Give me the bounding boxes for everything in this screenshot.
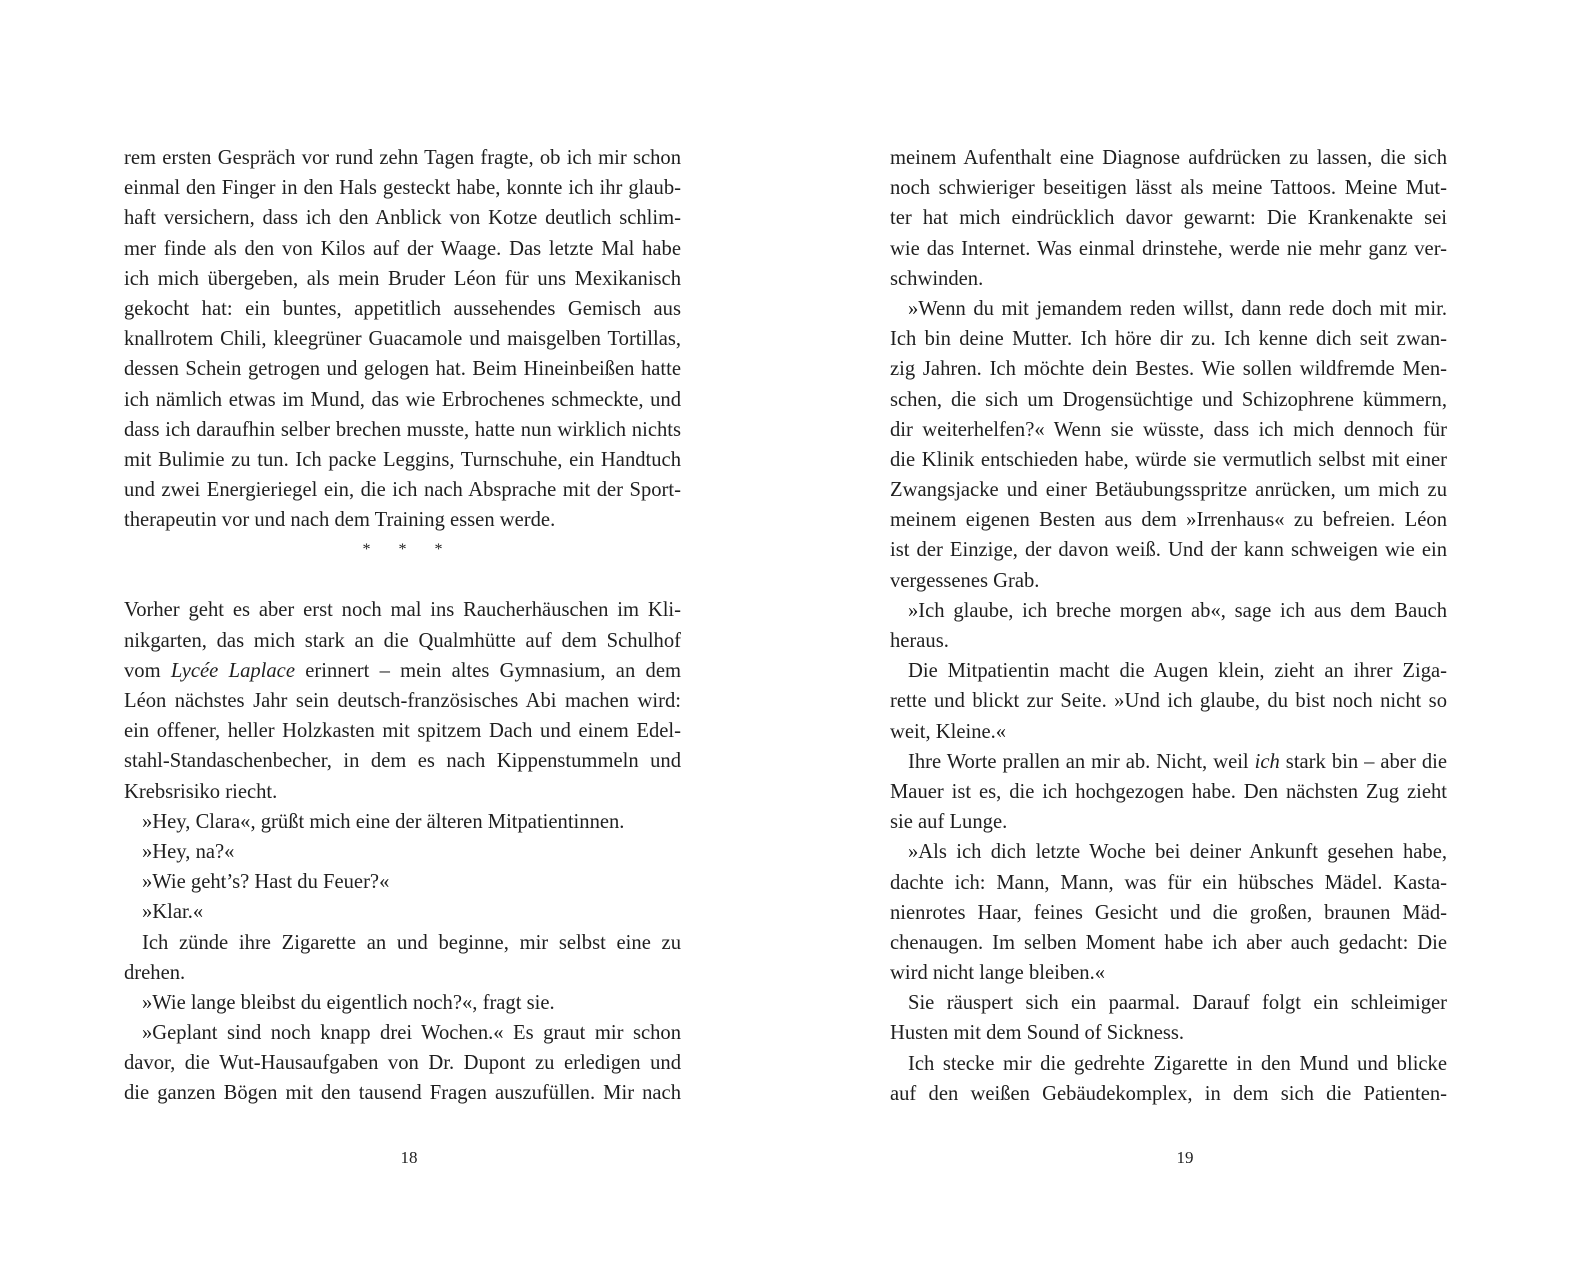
dialog-line: »Hey, Clara«, grüßt mich eine der älteren Mitpatientinnen. bbox=[142, 810, 625, 833]
page-number: 18 bbox=[400, 1148, 418, 1167]
text-line: die ganzen Bögen mit den tausend Fragen auszufüllen. Mir nach bbox=[124, 1082, 681, 1105]
text-line bbox=[124, 656, 681, 686]
text-line: knallrotem Chili, kleegrüner Guacamole und maisgelben Tortillas, bbox=[124, 328, 681, 351]
text-line: rem ersten Gespräch vor rund zehn Tagen fragte, ob ich mir schon bbox=[124, 147, 681, 169]
text-line: ich mich übergeben, als mein Bruder Léon für uns Mexikanisch bbox=[124, 267, 681, 290]
text-line: ich nämlich etwas im Mund, das wie Erbrochenes schmeckte, und bbox=[124, 388, 681, 411]
text-line: ter hat mich eindrücklich davor gewarnt: Die Krankenakte sei bbox=[890, 207, 1447, 230]
text-line: Zwangsjacke und einer Betäubungsspritze anrücken, um mich zu bbox=[890, 479, 1447, 502]
dialog-line: »Hey, na?« bbox=[142, 840, 235, 863]
text-line: sie auf Lunge. bbox=[890, 811, 1008, 834]
text-line: zig Jahren. Ich möchte dein Bestes. Wie sollen wildfremde Men- bbox=[890, 358, 1447, 381]
text-line: die Klinik entschieden habe, würde sie vermutlich selbst mit einer bbox=[890, 448, 1447, 471]
text-line: und zwei Energieriegel ein, die ich nach Absprache mit der Sport- bbox=[124, 479, 681, 502]
section-separator: * * * bbox=[362, 541, 455, 559]
right-page bbox=[797, 0, 1594, 1269]
text-line: chenaugen. Im selben Moment habe ich aber auch gedacht: Die bbox=[890, 931, 1447, 954]
text-line: meinem eigenen Besten aus dem »Irrenhaus« zu befreien. Léon bbox=[890, 509, 1447, 532]
text-line: stahl-Standaschenbecher, in dem es nach Kippenstummeln und bbox=[124, 750, 681, 773]
text-line: dachte ich: Mann, Mann, was für ein hübsches Mädel. Kasta- bbox=[890, 871, 1447, 894]
text-line bbox=[890, 747, 1447, 777]
right-page-text bbox=[890, 143, 1447, 1109]
text-line: meinem Aufenthalt eine Diagnose aufdrücken zu lassen, die sich bbox=[890, 147, 1447, 169]
text-line: »Als ich dich letzte Woche bei deiner Ankunft gesehen habe, bbox=[908, 841, 1447, 864]
text-line: ist der Einzige, der davon weiß. Und der kann schweigen wie ein bbox=[890, 539, 1447, 562]
text-line: Léon nächstes Jahr sein deutsch-französisches Abi machen wird: bbox=[124, 690, 681, 712]
text-line: auf den weißen Gebäudekomplex, in dem sich die Patienten- bbox=[890, 1082, 1447, 1105]
text-line: mer finde als den von Kilos auf der Waage. Das letzte Mal habe bbox=[124, 237, 681, 260]
text-line: weit, Kleine.« bbox=[890, 720, 1007, 743]
text-line: einmal den Finger in den Hals gesteckt habe, konnte ich ihr glaub- bbox=[124, 177, 681, 200]
text-line: schwinden. bbox=[890, 267, 984, 290]
text-line: noch schwieriger beseitigen lässt als meine Tattoos. Meine Mut- bbox=[890, 177, 1447, 200]
text-line: mit Bulimie zu tun. Ich packe Leggins, Turnschuhe, ein Handtuch bbox=[124, 448, 681, 471]
text-line: dessen Schein getrogen und gelogen hat. Beim Hineinbeißen hatte bbox=[124, 358, 681, 381]
dialog-line: »Wie lange bleibst du eigentlich noch?«, fragt sie. bbox=[142, 991, 555, 1014]
text-line: schen, die sich um Drogensüchtige und Schizophrene kümmern, bbox=[890, 388, 1447, 411]
text-fragment: vom bbox=[124, 659, 171, 682]
text-line: »Wenn du mit jemandem reden willst, dann rede doch mit mir. bbox=[908, 297, 1447, 320]
text-line: dir weiterhelfen?« Wenn sie wüsste, dass ich mich dennoch für bbox=[890, 418, 1447, 441]
text-line: heraus. bbox=[890, 630, 949, 652]
dialog-line: »Wie geht’s? Hast du Feuer?« bbox=[142, 871, 390, 894]
text-line: nienrotes Haar, feines Gesicht und die großen, braunen Mäd- bbox=[890, 901, 1447, 924]
text-line: Ich zünde ihre Zigarette an und beginne, mir selbst eine zu bbox=[142, 931, 681, 954]
text-line: drehen. bbox=[124, 961, 186, 984]
text-line: Ich stecke mir die gedrehte Zigarette in den Mund und blicke bbox=[908, 1052, 1447, 1075]
text-line: dass ich daraufhin selber brechen musste, hatte nun wirklich nichts bbox=[124, 418, 681, 441]
text-line: wie das Internet. Was einmal drinstehe, werde nie mehr ganz ver- bbox=[890, 237, 1447, 260]
text-line: Die Mitpatientin macht die Augen klein, zieht an ihrer Ziga- bbox=[908, 660, 1447, 683]
text-line: »Geplant sind noch knapp drei Wochen.« Es graut mir schon bbox=[142, 1022, 681, 1045]
text-line: nikgarten, das mich stark an die Qualmhütte auf dem Schulhof bbox=[124, 629, 681, 652]
text-fragment: stark bin – aber die bbox=[1279, 750, 1447, 773]
text-line: haft versichern, dass ich den Anblick von Kotze deutlich schlim- bbox=[124, 207, 681, 230]
text-line: Husten mit dem Sound of Sickness. bbox=[890, 1022, 1185, 1045]
text-line: Krebsrisiko riecht. bbox=[124, 780, 278, 803]
text-line: ein offener, heller Holzkasten mit spitzem Dach und einem Edel- bbox=[124, 720, 681, 743]
italic-word: ich bbox=[1254, 750, 1280, 773]
text-line: »Ich glaube, ich breche morgen ab«, sage ich aus dem Bauch bbox=[908, 599, 1447, 622]
text-fragment: erinnert – mein altes Gymnasium, an dem bbox=[294, 659, 681, 682]
page-number: 19 bbox=[1176, 1148, 1194, 1167]
text-line: davor, die Wut-Hausaufgaben von Dr. Dupont zu erledigen und bbox=[124, 1052, 681, 1075]
text-line: gekocht hat: ein buntes, appetitlich aussehendes Gemisch aus bbox=[124, 297, 681, 320]
text-line: therapeutin vor und nach dem Training essen werde. bbox=[124, 509, 556, 532]
dialog-line: »Klar.« bbox=[142, 901, 204, 924]
text-fragment: Ihre Worte prallen an mir ab. Nicht, weil bbox=[908, 750, 1255, 773]
text-line: Sie räuspert sich ein paarmal. Darauf folgt ein schleimiger bbox=[908, 992, 1447, 1015]
text-line: wird nicht lange bleiben.« bbox=[890, 962, 1106, 985]
text-line: Ich bin deine Mutter. Ich höre dir zu. Ich kenne dich seit zwan- bbox=[890, 328, 1447, 351]
left-page-text bbox=[124, 143, 681, 1109]
text-line: Mauer ist es, die ich hochgezogen habe. Den nächsten Zug zieht bbox=[890, 780, 1447, 803]
text-line: Vorher geht es aber erst noch mal ins Raucherhäuschen im Kli- bbox=[124, 599, 681, 622]
italic-title: Lycée Laplace bbox=[170, 659, 295, 682]
text-line: rette und blickt zur Seite. »Und ich glaube, du bist noch nicht so bbox=[890, 690, 1447, 713]
text-line: vergessenes Grab. bbox=[890, 569, 1040, 592]
